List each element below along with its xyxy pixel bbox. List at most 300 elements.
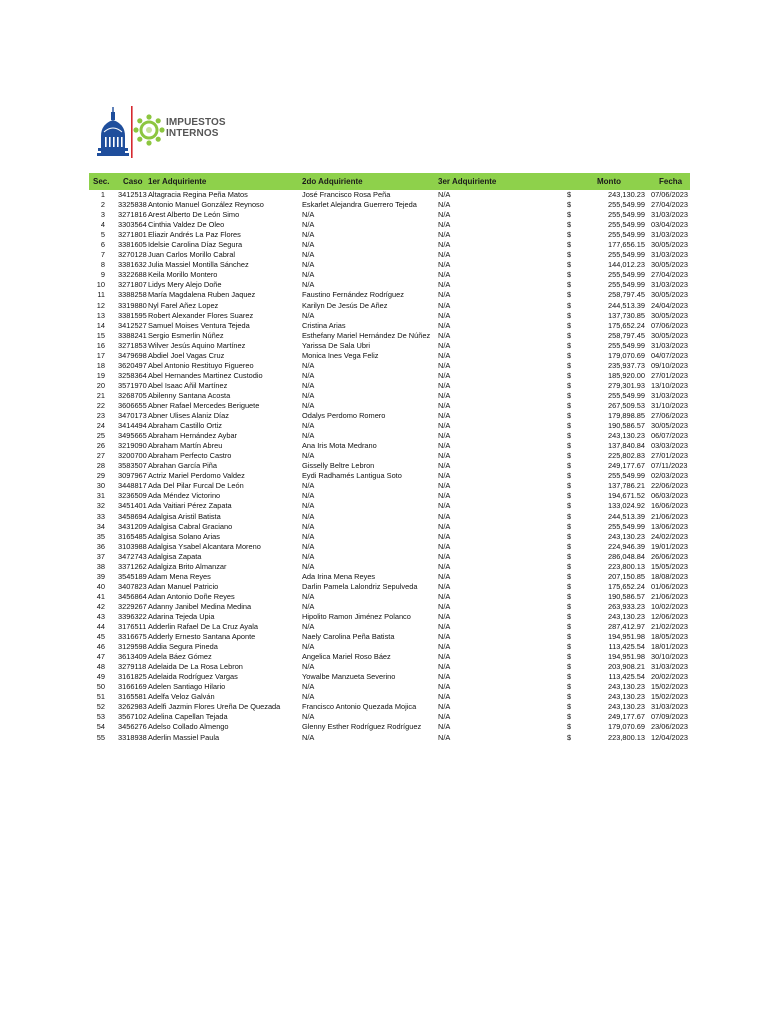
cell-currency: $ [567,491,572,501]
cell-adquiriente-3: N/A [438,632,451,642]
cell-adquiriente-2: Monica Ines Vega Feliz [302,350,379,360]
cell-adquiriente-2: N/A [302,501,315,511]
cell-caso: 3165485 [118,531,147,541]
cell-caso: 3388258 [118,290,147,300]
cell-caso: 3166169 [118,682,147,692]
table-row [89,311,690,321]
cell-sec: 53 [96,712,105,722]
cell-adquiriente-1: Abrahan García Piña [148,461,218,471]
cell-adquiriente-3: N/A [438,370,451,380]
cell-caso: 3200700 [118,451,147,461]
cell-sec: 44 [96,622,105,632]
cell-adquiriente-2: N/A [302,511,315,521]
cell-sec: 2 [100,200,105,210]
cell-sec: 12 [96,300,105,310]
table-row [89,642,690,652]
cell-caso: 3381595 [118,310,147,320]
cell-monto: 286,048.84 [608,551,645,561]
cell-adquiriente-3: N/A [438,481,451,491]
cell-monto: 137,730.85 [608,310,645,320]
cell-monto: 255,549.99 [608,250,645,260]
cell-sec: 28 [96,461,105,471]
cell-fecha: 02/03/2023 [651,471,688,481]
table-row [89,532,690,542]
table-row [89,411,690,421]
cell-fecha: 30/10/2023 [651,652,688,662]
cell-adquiriente-2: N/A [302,541,315,551]
cell-caso: 3322688 [118,270,147,280]
cell-adquiriente-2: Eskarlet Alejandra Guerrero Tejeda [302,200,417,210]
cell-adquiriente-3: N/A [438,662,451,672]
cell-adquiriente-3: N/A [438,451,451,461]
cell-caso: 3219090 [118,441,147,451]
cell-adquiriente-1: Abraham Castillo Ortiz [148,421,222,431]
cell-adquiriente-3: N/A [438,571,451,581]
cell-adquiriente-3: N/A [438,330,451,340]
cell-monto: 255,549.99 [608,280,645,290]
cell-currency: $ [567,611,572,621]
cell-caso: 3371262 [118,561,147,571]
cell-fecha: 06/07/2023 [651,431,688,441]
cell-caso: 3258364 [118,370,147,380]
cell-adquiriente-2: Naely Carolina Peña Batista [302,632,395,642]
cell-monto: 137,786.21 [608,481,645,491]
table-row [89,582,690,592]
table-row [89,331,690,341]
cell-caso: 3448817 [118,481,147,491]
cell-monto: 243,130.23 [608,190,645,199]
cell-fecha: 27/06/2023 [651,411,688,421]
cell-adquiriente-3: N/A [438,360,451,370]
cell-adquiriente-3: N/A [438,441,451,451]
cell-caso: 3316675 [118,632,147,642]
cell-caso: 3303564 [118,220,147,230]
table-row [89,542,690,552]
table-row [89,361,690,371]
table-row [89,471,690,481]
cell-adquiriente-2: N/A [302,551,315,561]
cell-currency: $ [567,692,572,702]
cell-adquiriente-1: Cinthia Valdez De Oleo [148,220,225,230]
cell-currency: $ [567,210,572,220]
cell-adquiriente-2: N/A [302,260,315,270]
cell-monto: 194,951.98 [608,632,645,642]
cell-sec: 15 [96,330,105,340]
cell-sec: 6 [100,240,105,250]
cell-sec: 4 [100,220,105,230]
cell-monto: 223,800.13 [608,732,645,742]
cell-monto: 113,425.54 [608,642,645,652]
cell-adquiriente-1: Wilver Jesús Aquino Martínez [148,340,246,350]
cell-adquiriente-1: Abel Antonio Restituyo Figuereo [148,360,254,370]
cell-monto: 194,951.98 [608,652,645,662]
cell-sec: 55 [96,732,105,742]
cell-adquiriente-3: N/A [438,260,451,270]
cell-sec: 17 [96,350,105,360]
cell-currency: $ [567,722,572,732]
cell-adquiriente-1: Actriz Mariel Perdomo Valdez [148,471,245,481]
cell-fecha: 31/03/2023 [651,280,688,290]
cell-caso: 3271853 [118,340,147,350]
cell-adquiriente-1: Adderlin Rafael De La Cruz Ayala [148,622,258,632]
cell-adquiriente-3: N/A [438,270,451,280]
cell-currency: $ [567,390,572,400]
logo-line-1: IMPUESTOS [166,117,226,128]
cell-fecha: 26/06/2023 [651,551,688,561]
table-header [89,173,690,190]
cell-adquiriente-1: Ada Vaitiari Pérez Zapata [148,501,232,511]
cell-currency: $ [567,632,572,642]
cell-adquiriente-2: José Francisco Rosa Peña [302,190,391,199]
cell-adquiriente-3: N/A [438,190,451,199]
cell-caso: 3165581 [118,692,147,702]
cell-adquiriente-1: Adelfi Jazmin Flores Ureña De Quezada [148,702,281,712]
cell-sec: 50 [96,682,105,692]
cell-currency: $ [567,300,572,310]
cell-fecha: 07/11/2023 [651,461,688,471]
table-row [89,682,690,692]
cell-adquiriente-1: Adalgisa Solano Arias [148,531,220,541]
table-row [89,552,690,562]
cell-currency: $ [567,200,572,210]
cell-adquiriente-2: Ada Irina Mena Reyes [302,571,376,581]
cell-adquiriente-2: N/A [302,220,315,230]
cell-adquiriente-2: N/A [302,421,315,431]
cell-monto: 255,549.99 [608,220,645,230]
cell-currency: $ [567,330,572,340]
cell-adquiriente-3: N/A [438,491,451,501]
header-monto: Monto [597,177,621,186]
cell-sec: 39 [96,571,105,581]
cell-monto: 133,024.92 [608,501,645,511]
cell-currency: $ [567,652,572,662]
cell-sec: 36 [96,541,105,551]
cell-monto: 267,509.53 [608,400,645,410]
cell-caso: 3319880 [118,300,147,310]
cell-adquiriente-1: Arest Alberto De León Simo [148,210,240,220]
cell-fecha: 16/06/2023 [651,501,688,511]
cell-fecha: 30/05/2023 [651,260,688,270]
cell-currency: $ [567,622,572,632]
cell-adquiriente-3: N/A [438,290,451,300]
table-row [89,290,690,300]
cell-sec: 34 [96,521,105,531]
cell-adquiriente-2: N/A [302,662,315,672]
table-row [89,371,690,381]
cell-caso: 3279118 [118,662,147,672]
cell-fecha: 04/07/2023 [651,350,688,360]
cell-caso: 3381605 [118,240,147,250]
cell-adquiriente-3: N/A [438,230,451,240]
cell-monto: 175,652.24 [608,320,645,330]
cell-fecha: 15/02/2023 [651,692,688,702]
cell-sec: 51 [96,692,105,702]
cell-currency: $ [567,190,572,199]
cell-caso: 3381632 [118,260,147,270]
cell-fecha: 31/03/2023 [651,250,688,260]
cell-sec: 10 [96,280,105,290]
cell-adquiriente-3: N/A [438,611,451,621]
table-row [89,501,690,511]
cell-adquiriente-1: Adalgiza Brito Almanzar [148,561,227,571]
table-row [89,431,690,441]
cell-fecha: 21/06/2023 [651,591,688,601]
cell-sec: 8 [100,260,105,270]
cell-fecha: 21/02/2023 [651,622,688,632]
cell-fecha: 31/10/2023 [651,400,688,410]
cell-monto: 255,549.99 [608,521,645,531]
table-row [89,712,690,722]
cell-adquiriente-3: N/A [438,340,451,350]
cell-adquiriente-2: N/A [302,591,315,601]
cell-sec: 45 [96,632,105,642]
cell-adquiriente-3: N/A [438,411,451,421]
cell-fecha: 31/03/2023 [651,210,688,220]
cell-adquiriente-2: N/A [302,601,315,611]
cell-caso: 3567102 [118,712,147,722]
cell-adquiriente-3: N/A [438,220,451,230]
cell-monto: 137,840.84 [608,441,645,451]
logo-line-2: INTERNOS [166,128,219,139]
cell-adquiriente-3: N/A [438,461,451,471]
table-row [89,491,690,501]
cell-currency: $ [567,712,572,722]
cell-fecha: 13/10/2023 [651,380,688,390]
cell-adquiriente-2: Francisco Antonio Quezada Mojica [302,702,417,712]
cell-currency: $ [567,531,572,541]
cell-adquiriente-3: N/A [438,200,451,210]
table-row [89,270,690,280]
cell-monto: 190,586.57 [608,421,645,431]
cell-adquiriente-2: N/A [302,380,315,390]
table-row [89,702,690,712]
cell-fecha: 30/05/2023 [651,330,688,340]
cell-adquiriente-1: Adalgisa Zapata [148,551,202,561]
cell-currency: $ [567,682,572,692]
cell-adquiriente-1: Ada Del Pilar Furcal De León [148,481,244,491]
cell-adquiriente-1: Altagracia Regina Peña Matos [148,190,248,199]
cell-adquiriente-2: N/A [302,230,315,240]
acquirers-table [89,173,690,743]
cell-currency: $ [567,451,572,461]
cell-adquiriente-3: N/A [438,300,451,310]
cell-adquiriente-1: Adalgisa Cabral Graciano [148,521,233,531]
cell-monto: 258,797.45 [608,330,645,340]
cell-fecha: 30/05/2023 [651,421,688,431]
table-row [89,522,690,532]
logo-divider [131,106,133,158]
cell-fecha: 13/06/2023 [651,521,688,531]
table-row [89,351,690,361]
cell-currency: $ [567,270,572,280]
cell-adquiriente-1: Nyl Farel Añez Lopez [148,300,219,310]
cell-currency: $ [567,240,572,250]
cell-caso: 3472743 [118,551,147,561]
cell-currency: $ [567,591,572,601]
cell-fecha: 10/02/2023 [651,601,688,611]
cell-adquiriente-1: Adanny Janibel Medina Medina [148,601,252,611]
cell-adquiriente-2: Eydi Radhamés Lantigua Soto [302,471,402,481]
cell-adquiriente-1: Adelen Santiago Hilario [148,682,226,692]
cell-fecha: 27/01/2023 [651,451,688,461]
cell-fecha: 31/03/2023 [651,702,688,712]
header-adquiriente-3: 3er Adquiriente [438,177,497,186]
cell-adquiriente-1: Adela Báez Gómez [148,652,212,662]
cell-adquiriente-3: N/A [438,380,451,390]
cell-caso: 3129598 [118,642,147,652]
cell-caso: 3161825 [118,672,147,682]
table-row [89,692,690,702]
cell-adquiriente-2: N/A [302,270,315,280]
cell-adquiriente-2: N/A [302,370,315,380]
cell-currency: $ [567,431,572,441]
cell-caso: 3414494 [118,421,147,431]
cell-adquiriente-1: Adalgisa Ysabel Alcantara Moreno [148,541,261,551]
table-row [89,562,690,572]
green-sun-icon [133,114,164,145]
cell-currency: $ [567,501,572,511]
cell-sec: 30 [96,481,105,491]
cell-currency: $ [567,280,572,290]
table-row [89,622,690,632]
cell-monto: 255,549.99 [608,200,645,210]
cell-monto: 243,130.23 [608,431,645,441]
cell-adquiriente-3: N/A [438,541,451,551]
cell-adquiriente-3: N/A [438,672,451,682]
cell-sec: 22 [96,400,105,410]
cell-fecha: 27/04/2023 [651,270,688,280]
cell-fecha: 18/05/2023 [651,632,688,642]
table-row [89,612,690,622]
cell-monto: 243,130.23 [608,692,645,702]
cell-fecha: 23/06/2023 [651,722,688,732]
cell-adquiriente-3: N/A [438,652,451,662]
table-row [89,632,690,642]
cell-adquiriente-2: Odalys Perdomo Romero [302,411,386,421]
cell-monto: 249,177.67 [608,712,645,722]
table-row [89,341,690,351]
cell-adquiriente-2: N/A [302,642,315,652]
cell-adquiriente-1: Abdiel Joel Vagas Cruz [148,350,225,360]
table-row [89,652,690,662]
table-row [89,441,690,451]
table-row [89,301,690,311]
cell-adquiriente-3: N/A [438,622,451,632]
cell-sec: 3 [100,210,105,220]
cell-currency: $ [567,421,572,431]
cell-adquiriente-3: N/A [438,581,451,591]
cell-adquiriente-1: Sergio Esmerlin Núñez [148,330,224,340]
cell-fecha: 20/02/2023 [651,672,688,682]
cell-caso: 3470173 [118,411,147,421]
cell-adquiriente-1: Abel Isaac Añil Martínez [148,380,228,390]
cell-currency: $ [567,521,572,531]
cell-monto: 249,177.67 [608,461,645,471]
cell-fecha: 18/01/2023 [651,642,688,652]
cell-adquiriente-2: N/A [302,732,315,742]
cell-sec: 48 [96,662,105,672]
cell-adquiriente-2: N/A [302,280,315,290]
cell-adquiriente-2: Esthefany Mariel Hernández De Núñez [302,330,431,340]
cell-adquiriente-2: N/A [302,390,315,400]
cell-adquiriente-3: N/A [438,471,451,481]
cell-currency: $ [567,310,572,320]
header-caso: Caso [123,177,143,186]
cell-caso: 3495665 [118,431,147,441]
cell-fecha: 01/06/2023 [651,581,688,591]
cell-adquiriente-3: N/A [438,531,451,541]
cell-adquiriente-2: N/A [302,682,315,692]
cell-caso: 3270128 [118,250,147,260]
table-row [89,250,690,260]
cell-fecha: 30/05/2023 [651,310,688,320]
cell-adquiriente-2: Hipolito Ramon Jiménez Polanco [302,611,411,621]
cell-sec: 27 [96,451,105,461]
cell-caso: 3412513 [118,190,147,199]
cell-sec: 33 [96,511,105,521]
cell-fecha: 21/06/2023 [651,511,688,521]
cell-adquiriente-1: Addia Segura Pineda [148,642,218,652]
cell-monto: 223,800.13 [608,561,645,571]
cell-adquiriente-3: N/A [438,210,451,220]
cell-adquiriente-3: N/A [438,501,451,511]
cell-sec: 35 [96,531,105,541]
cell-adquiriente-2: N/A [302,431,315,441]
cell-adquiriente-1: Lidys Mery Alejo Doñe [148,280,222,290]
cell-currency: $ [567,601,572,611]
table-row [89,260,690,270]
cell-caso: 3271807 [118,280,147,290]
cell-monto: 243,130.23 [608,702,645,712]
header-adquiriente-2: 2do Adquiriente [302,177,363,186]
cell-adquiriente-3: N/A [438,511,451,521]
table-row [89,662,690,672]
table-row [89,240,690,250]
cell-fecha: 31/03/2023 [651,390,688,400]
cell-adquiriente-3: N/A [438,431,451,441]
cell-fecha: 15/02/2023 [651,682,688,692]
cell-adquiriente-2: N/A [302,712,315,722]
cell-sec: 42 [96,601,105,611]
cell-currency: $ [567,370,572,380]
cell-currency: $ [567,230,572,240]
cell-sec: 38 [96,561,105,571]
cell-sec: 29 [96,471,105,481]
cell-sec: 46 [96,642,105,652]
table-row [89,672,690,682]
cell-caso: 3620497 [118,360,147,370]
cell-monto: 244,513.39 [608,511,645,521]
cell-adquiriente-2: N/A [302,360,315,370]
cell-monto: 224,946.39 [608,541,645,551]
table-body [89,190,690,743]
table-row [89,230,690,240]
cell-monto: 243,130.23 [608,531,645,541]
cell-currency: $ [567,461,572,471]
cell-currency: $ [567,642,572,652]
cell-adquiriente-2: N/A [302,210,315,220]
cell-adquiriente-2: N/A [302,491,315,501]
cell-adquiriente-1: Eliazir Andrés La Paz Flores [148,230,241,240]
table-row [89,722,690,732]
cell-adquiriente-1: Adderly Ernesto Santana Aponte [148,632,256,642]
table-row [89,190,690,200]
cell-sec: 23 [96,411,105,421]
cell-adquiriente-3: N/A [438,240,451,250]
cell-adquiriente-1: Adam Mena Reyes [148,571,211,581]
cell-sec: 40 [96,581,105,591]
cell-adquiriente-1: Abraham Perfecto Castro [148,451,232,461]
